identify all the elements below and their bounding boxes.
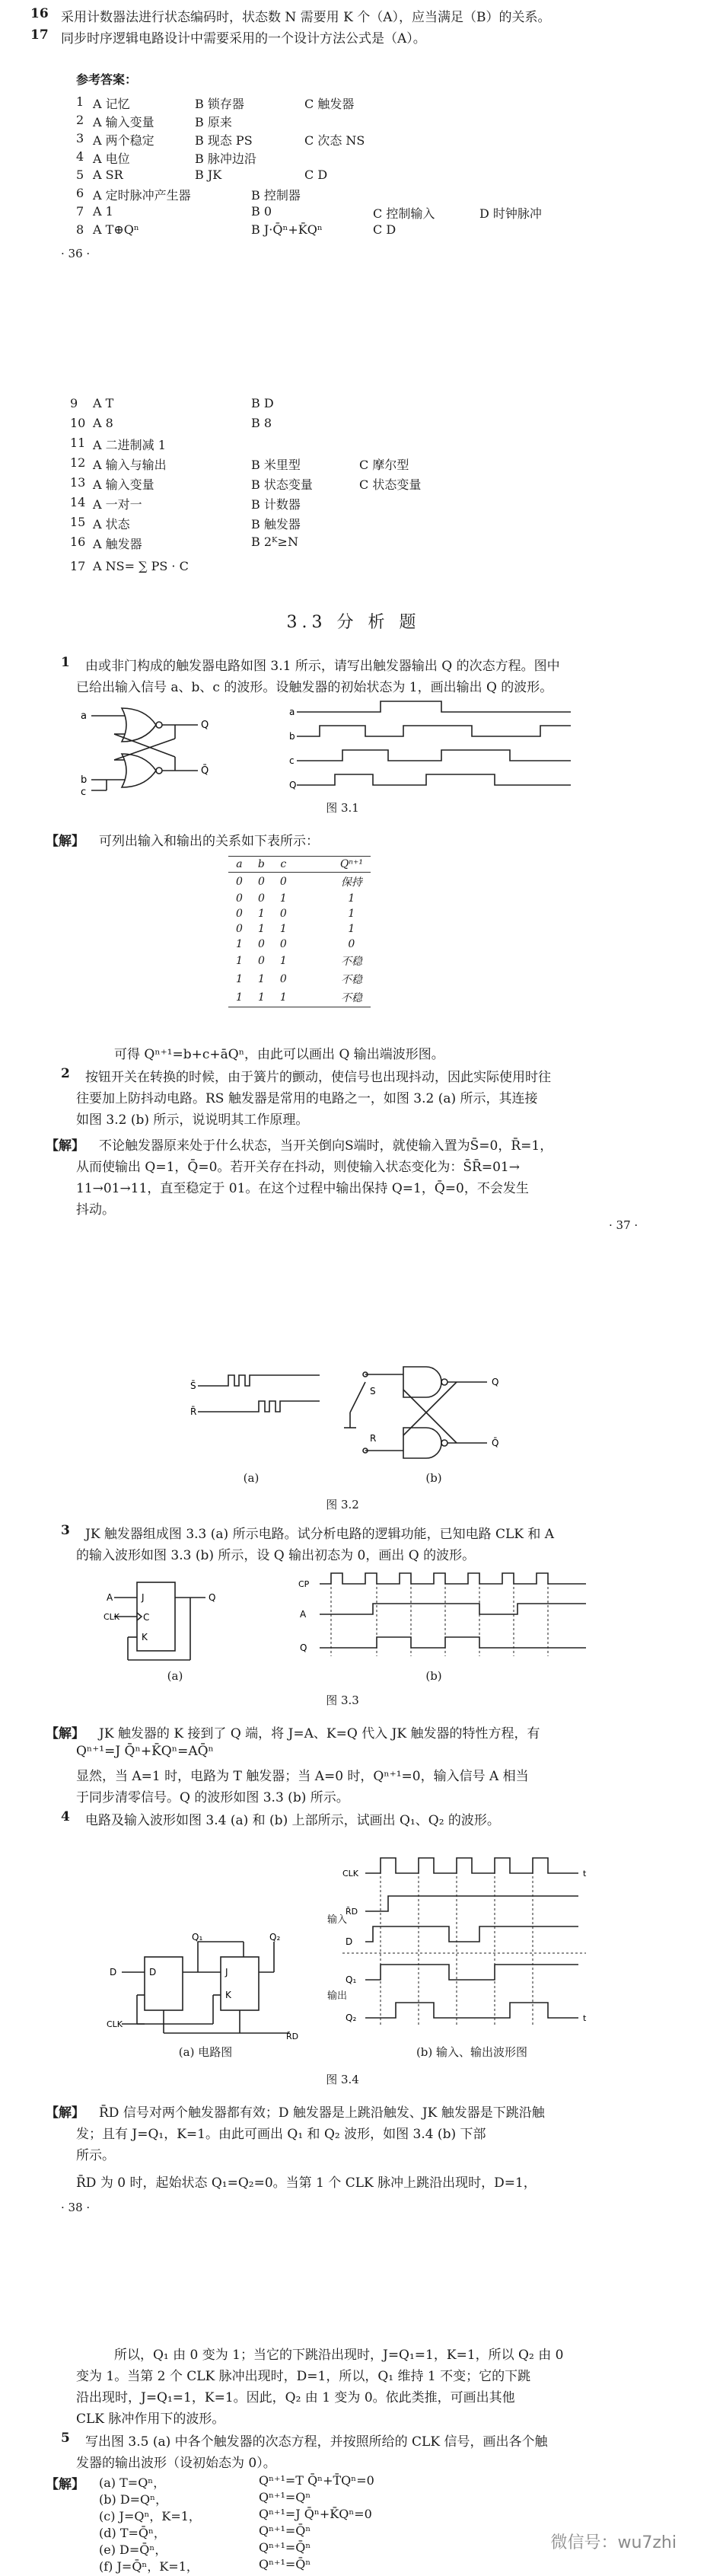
- table-row: 1 0 0 0: [236, 938, 355, 950]
- answer-a: A 两个稳定: [93, 133, 154, 148]
- wave-label-output: 输出: [327, 1990, 348, 2002]
- answer-text: 不论触发器原来处于什么状态，当开关倒向S端时，就使输入置为S̄=0，R̄=1，: [99, 1138, 553, 1154]
- svg-text:CLK: CLK: [107, 2019, 123, 2029]
- figure-caption: 图 3.4: [326, 2073, 359, 2086]
- answer-a: A T: [93, 396, 114, 410]
- figure-subcaption: (a) 电路图: [178, 2045, 233, 2059]
- table-row: 1 1 0 不稳: [236, 973, 362, 986]
- answer-b: B 状态变量: [251, 477, 313, 492]
- svg-text:t: t: [583, 2013, 587, 2023]
- answer-num: 7: [76, 204, 84, 219]
- answer-a: A 输入与输出: [93, 458, 167, 472]
- answer-a: A SR: [93, 168, 123, 182]
- answer-b: B 计数器: [251, 497, 301, 512]
- answer-bracket: 【解】: [46, 2477, 84, 2492]
- answer-a: A 输入变量: [93, 477, 154, 492]
- figure-caption: 图 3.2: [326, 1498, 359, 1511]
- truth-table: [228, 856, 371, 1007]
- page-number: · 38 ·: [61, 2201, 91, 2214]
- answer-text: 沿出现时，J=Q₁=1，K=1。因此，Q₂ 由 1 变为 0。依此类推，可画出其他: [76, 2390, 515, 2405]
- answer-a: A 输入变量: [93, 115, 154, 129]
- jk-circuit: [104, 1575, 221, 1666]
- answer-c: C 次态 NS: [304, 133, 365, 148]
- output-q-label: Q: [201, 720, 209, 731]
- answer-text: 显然，当 A=1 时，电路为 T 触发器；当 A=0 时，Qⁿ⁺¹=0，输入信号 A 相当: [76, 1769, 529, 1784]
- input-c-label: c: [81, 787, 87, 798]
- answer-a: A 1: [93, 204, 113, 219]
- question-number: 16: [30, 6, 49, 21]
- answer-text: 11→01→11，直至稳定于 01。在这个过程中输出保持 Q=1，Q̄=0，不会发生: [76, 1181, 529, 1196]
- answer-num: 5: [76, 168, 84, 182]
- svg-text:Q₂: Q₂: [269, 1932, 281, 1942]
- equation-right: Qⁿ⁺¹=Q̄ⁿ: [259, 2557, 311, 2571]
- question-text: 往要加上防抖动电路。RS 触发器是常用的电路之一，如图 3.2 (a) 所示，其连接: [76, 1091, 538, 1106]
- equation-left: (e) D=Q̄ⁿ，: [99, 2542, 167, 2557]
- answer-b: B J·Q̄ⁿ+K̄Qⁿ: [251, 222, 323, 237]
- svg-text:Q: Q: [492, 1377, 499, 1387]
- equation-right: Qⁿ⁺¹=J Q̄ⁿ+K̄Qⁿ=0: [259, 2507, 372, 2521]
- question-text: 写出图 3.5 (a) 中各个触发器的次态方程，并按照所给的 CLK 信号，画出各个触: [85, 2434, 548, 2450]
- question-number: 17: [30, 27, 49, 43]
- input-waveforms: [289, 697, 578, 796]
- question-number: 4: [61, 1809, 70, 1824]
- question-text: 采用计数器法进行状态编码时，状态数 N 需要用 K 个（A），应当满足（B）的关系。: [61, 10, 551, 25]
- answer-num: 9: [70, 396, 78, 410]
- answer-text: 所以，Q₁ 由 0 变为 1；当它的下跳沿出现时，J=Q₁=1，K=1，所以 Q₂ 由 0: [114, 2348, 564, 2363]
- answer-c: C D: [304, 168, 328, 182]
- input-a-label: a: [81, 710, 87, 722]
- answer-num: 4: [76, 149, 84, 164]
- col-header: a: [228, 857, 250, 873]
- answer-a: A 二进制减 1: [93, 438, 166, 452]
- equation-left: (f) J=Q̄ⁿ，K=1，: [99, 2559, 199, 2574]
- question-text: 发器的输出波形（设初始态为 0）。: [76, 2456, 276, 2471]
- answer-a: A T⊕Qⁿ: [93, 222, 139, 237]
- question-text: JK 触发器组成图 3.3 (a) 所示电路。试分析电路的逻辑功能，已知电路 CLK 和 A: [85, 1527, 555, 1542]
- equation-right: Qⁿ⁺¹=Q̄ⁿ: [259, 2540, 311, 2555]
- answer-a: A 记忆: [93, 97, 130, 111]
- answer-b: B 2ᴷ≥N: [251, 535, 298, 549]
- svg-text:CLK: CLK: [342, 1869, 359, 1879]
- equation-left: (c) J=Qⁿ，K=1，: [99, 2509, 201, 2523]
- page-number: · 36 ·: [61, 247, 91, 260]
- figure-caption: 图 3.1: [326, 801, 359, 815]
- answer-b: B 现态 PS: [195, 133, 253, 148]
- table-row: 1 1 1 不稳: [228, 988, 371, 1007]
- answer-conclusion: 可得 Qⁿ⁺¹=b+c+āQⁿ，由此可以画出 Q 输出端波形图。: [114, 1047, 444, 1062]
- table-row: 0 0 0 保持: [236, 876, 362, 889]
- answer-num: 12: [70, 455, 86, 470]
- figure-caption: 图 3.3: [326, 1693, 359, 1707]
- answer-num: 14: [70, 495, 86, 509]
- answer-text: R̄D 信号对两个触发器都有效；D 触发器是上跳沿触发、JK 触发器是下跳沿触: [99, 2105, 545, 2121]
- answer-b: B 米里型: [251, 458, 301, 472]
- answer-text: Qⁿ⁺¹=J Q̄ⁿ+K̄Qⁿ=AQ̄ⁿ: [76, 1744, 214, 1759]
- svg-text:R: R: [370, 1433, 377, 1444]
- svg-text:CLK: CLK: [104, 1612, 120, 1622]
- question-text: 按钮开关在转换的时候，由于簧片的颤动，使信号也出现抖动，因此实际使用时往: [85, 1070, 551, 1085]
- answer-text: CLK 脉冲作用下的波形。: [76, 2412, 225, 2427]
- question-text: 电路及输入波形如图 3.4 (a) 和 (b) 上部所示，试画出 Q₁、Q₂ 的波形。: [85, 1813, 500, 1828]
- svg-text:C: C: [143, 1612, 150, 1623]
- nor-latch-circuit: [76, 701, 251, 800]
- answer-c: C 状态变量: [359, 477, 422, 492]
- answer-a: A 状态: [93, 517, 130, 531]
- equation-left: (b) D=Qⁿ，: [99, 2492, 168, 2507]
- answer-bracket: 【解】: [46, 1138, 84, 1154]
- answer-num: 10: [70, 416, 86, 430]
- svg-text:Q₁: Q₁: [346, 1974, 357, 1985]
- answer-b: B JK: [195, 168, 222, 182]
- section-title: 3.3 分 析 题: [286, 613, 421, 632]
- answer-num: 11: [70, 436, 86, 450]
- answer-c: C D: [373, 222, 396, 237]
- answer-intro: 可列出输入和输出的关系如下表所示：: [99, 834, 319, 849]
- answer-text: 所示。: [76, 2148, 115, 2163]
- answer-num: 2: [76, 113, 84, 127]
- wave-label-input: 输入: [327, 1914, 348, 1926]
- input-b-label: b: [81, 774, 88, 786]
- question-number: 3: [61, 1523, 70, 1538]
- svg-text:Q̄: Q̄: [492, 1438, 499, 1448]
- answer-c: C 触发器: [304, 97, 355, 111]
- answer-num: 6: [76, 186, 84, 200]
- answer-a: A 电位: [93, 152, 130, 166]
- question-text: 的输入波形如图 3.3 (b) 所示，设 Q 输出初态为 0，画出 Q 的波形。: [76, 1548, 476, 1563]
- svg-text:t: t: [583, 1869, 587, 1879]
- answer-b: B 触发器: [251, 517, 301, 531]
- answer-a: A 一对一: [93, 497, 142, 512]
- equation-right: Qⁿ⁺¹=T Q̄ⁿ+T̄Qⁿ=0: [259, 2473, 374, 2488]
- figure-subcaption: (a): [167, 1669, 183, 1683]
- table-row: 1 0 1 不稳: [236, 955, 362, 968]
- answer-b: B 原来: [195, 115, 232, 129]
- dff-jk-circuit: [107, 1934, 297, 2041]
- equation-right: Qⁿ⁺¹=Qⁿ: [259, 2490, 311, 2504]
- svg-text:c: c: [289, 755, 295, 766]
- svg-text:S: S: [370, 1386, 376, 1397]
- question-text: 已给出输入信号 a、b、c 的波形。设触发器的初始状态为 1，画出输出 Q 的波形。: [76, 680, 553, 695]
- answer-text: 变为 1。当第 2 个 CLK 脉冲出现时，D=1，所以，Q₁ 维持 1 不变；它的下跳: [76, 2369, 531, 2384]
- answer-text: R̄D 为 0 时，起始状态 Q₁=Q₂=0。当第 1 个 CLK 脉冲上跳沿出现时，D=1，: [76, 2175, 537, 2191]
- svg-text:S̄: S̄: [190, 1381, 196, 1391]
- col-header: b: [250, 857, 272, 873]
- svg-text:J: J: [142, 1592, 145, 1603]
- svg-text:Q: Q: [209, 1592, 216, 1603]
- question-text: 如图 3.2 (b) 所示，说说明其工作原理。: [76, 1112, 309, 1128]
- svg-text:R̄D: R̄D: [286, 2032, 299, 2041]
- question-text: 同步时序逻辑电路设计中需要采用的一个设计方法公式是（A）。: [61, 31, 426, 46]
- answer-num: 1: [76, 94, 84, 109]
- answers-heading: 参考答案：: [76, 72, 138, 87]
- answer-b: B 锁存器: [195, 97, 244, 111]
- answer-num: 3: [76, 131, 84, 145]
- figure-subcaption: (b): [425, 1669, 442, 1683]
- equation-left: (a) T=Qⁿ，: [99, 2475, 166, 2490]
- svg-text:Q: Q: [289, 780, 297, 790]
- jk-waveforms: [297, 1569, 601, 1668]
- answer-text: 发；且有 J=Q₁，K=1。由此可画出 Q₁ 和 Q₂ 波形，如图 3.4 (b) 下部: [76, 2127, 486, 2142]
- answer-a: A NS= ∑ PS · C: [93, 559, 189, 573]
- svg-text:D: D: [346, 1936, 353, 1947]
- equation-left: (d) T=Q̄ⁿ，: [99, 2526, 166, 2540]
- answer-bracket: 【解】: [46, 1726, 84, 1741]
- svg-text:K: K: [142, 1632, 148, 1642]
- svg-text:A: A: [300, 1609, 307, 1620]
- svg-text:b: b: [289, 731, 295, 742]
- answer-b: B 控制器: [251, 188, 301, 203]
- svg-text:a: a: [289, 707, 295, 717]
- table-row: 0 1 1 1: [236, 923, 355, 935]
- answer-a: A 触发器: [93, 537, 142, 551]
- question-text: 由或非门构成的触发器电路如图 3.1 所示，请写出触发器输出 Q 的次态方程。图中: [85, 659, 560, 674]
- answer-text: 从而使输出 Q=1，Q̄=0。若开关存在抖动，则使输入状态变化为：S̄R̄=01→: [76, 1160, 520, 1175]
- answer-num: 17: [70, 559, 86, 573]
- svg-text:K: K: [225, 1990, 231, 2000]
- answer-num: 8: [76, 222, 84, 237]
- answer-text: 抖动。: [76, 1202, 115, 1218]
- answer-bracket: 【解】: [46, 2105, 84, 2121]
- col-header: Qⁿ⁺¹: [295, 857, 371, 873]
- watermark: 微信号：wu7zhi: [550, 2533, 677, 2552]
- question-number: 2: [61, 1066, 70, 1081]
- answer-b: B 脉冲边沿: [195, 152, 256, 166]
- dff-jk-waveforms: [342, 1850, 594, 2041]
- col-header: c: [272, 857, 295, 873]
- answer-c: C 摩尔型: [359, 458, 409, 472]
- page-number: · 37 ·: [609, 1218, 639, 1232]
- svg-text:D: D: [149, 1967, 157, 1977]
- switch-waveform: [190, 1371, 327, 1424]
- answer-b: B D: [251, 396, 274, 410]
- svg-text:D: D: [110, 1967, 117, 1977]
- table-row: 0 1 0 1: [236, 908, 355, 920]
- equation-right: Qⁿ⁺¹=Q̄ⁿ: [259, 2523, 311, 2538]
- answer-c: C 控制输入: [373, 206, 435, 221]
- figure-subcaption: (a): [243, 1471, 260, 1485]
- svg-text:Q₁: Q₁: [192, 1932, 203, 1942]
- answer-a: A 定时脉冲产生器: [93, 188, 191, 203]
- answer-num: 16: [70, 535, 86, 549]
- answer-text: JK 触发器的 K 接到了 Q 端，将 J=A、K=Q 代入 JK 触发器的特性方程，有: [99, 1726, 540, 1741]
- answer-b: B 8: [251, 416, 272, 430]
- answer-bracket: 【解】: [46, 834, 84, 849]
- svg-text:R̄: R̄: [190, 1406, 197, 1417]
- svg-text:Q: Q: [300, 1642, 307, 1653]
- figure-subcaption: (b): [425, 1471, 442, 1485]
- svg-text:A: A: [107, 1592, 113, 1603]
- svg-text:R̄D: R̄D: [346, 1907, 358, 1917]
- answer-b: B 0: [251, 204, 272, 219]
- answer-num: 13: [70, 475, 86, 490]
- answer-d: D 时钟脉冲: [479, 206, 542, 221]
- debounce-circuit: [335, 1359, 518, 1466]
- answer-num: 15: [70, 515, 86, 529]
- svg-text:Q₂: Q₂: [346, 2013, 357, 2023]
- table-row: 0 0 1 1: [236, 892, 355, 905]
- svg-text:CP: CP: [298, 1579, 310, 1589]
- answer-text: 于同步清零信号。Q 的波形如图 3.3 (b) 所示。: [76, 1790, 349, 1805]
- svg-text:J: J: [225, 1967, 228, 1977]
- answer-a: A 8: [93, 416, 113, 430]
- output-qbar-label: Q̄: [201, 765, 209, 777]
- question-number: 5: [61, 2431, 70, 2446]
- question-number: 1: [61, 655, 70, 670]
- figure-subcaption: (b) 输入、输出波形图: [416, 2045, 528, 2059]
